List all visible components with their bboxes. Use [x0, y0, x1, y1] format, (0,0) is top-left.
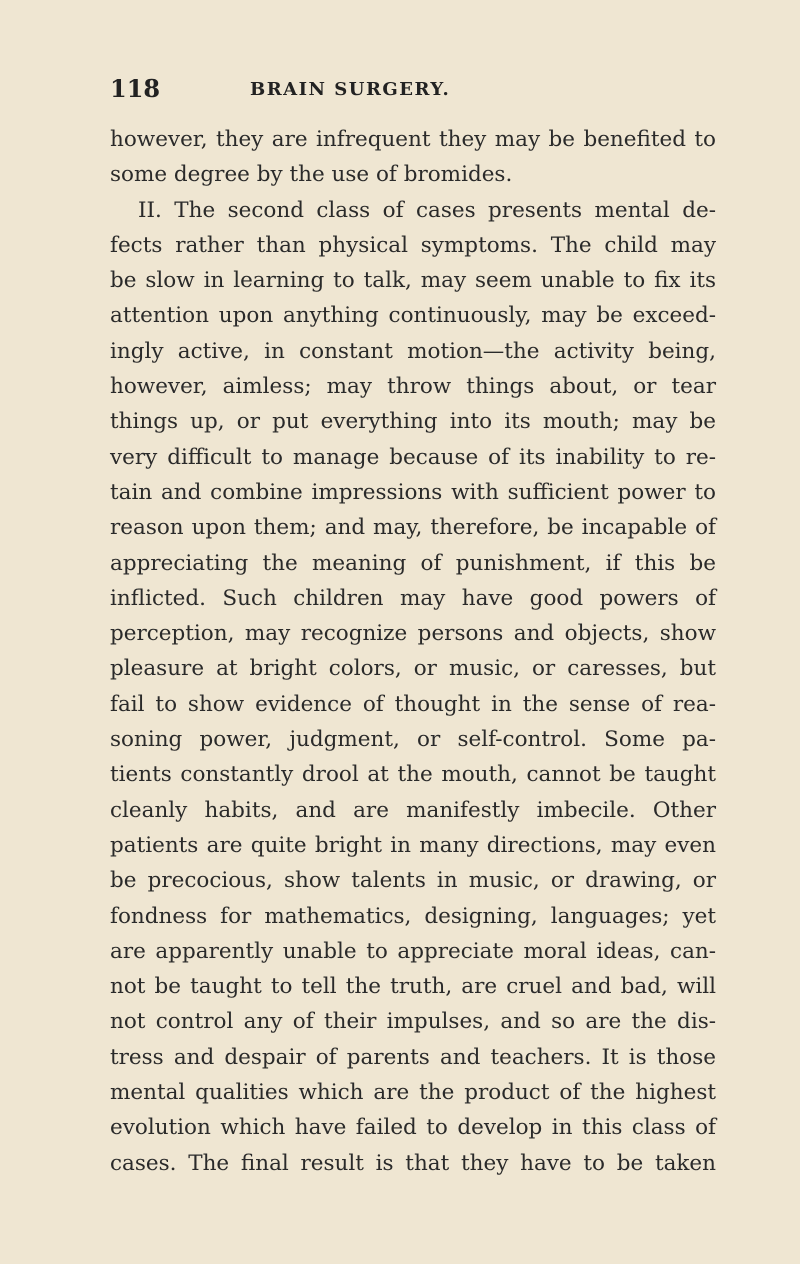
text-line: very difficult to manage because of its inability to re-: [110, 444, 716, 470]
text-line: tain and combine impressions with sufficient power to: [110, 479, 716, 505]
text-line: soning power, judgment, or self-control. Some pa-: [110, 727, 716, 753]
text-line: II. The second class of cases presents mental de-: [138, 197, 716, 223]
text-line: reason upon them; and may, therefore, be incapable of: [110, 515, 716, 541]
running-head: BRAIN SURGERY.: [250, 79, 451, 100]
text-line: some degree by the use of bromides.: [110, 162, 513, 188]
paragraph-2: [110, 193, 716, 1181]
text-line: tress and despair of parents and teachers. It is those: [110, 1044, 716, 1070]
text-line: evolution which have failed to develop in this class of: [110, 1115, 716, 1141]
text-line: attention upon anything continuously, may be exceed-: [110, 303, 716, 329]
text-line: appreciating the meaning of punishment, if this be: [110, 550, 716, 576]
text-line: not control any of their impulses, and so are the dis-: [110, 1009, 716, 1035]
text-line: inflicted. Such children may have good powers of: [110, 585, 716, 611]
text-line: however, they are infrequent they may be benefited to: [110, 127, 716, 152]
text-line: pleasure at bright colors, or music, or caresses, but: [110, 656, 716, 682]
text-line: not be taught to tell the truth, are cruel and bad, will: [110, 974, 716, 1000]
text-line: perception, may recognize persons and objects, show: [110, 621, 716, 647]
text-line: cleanly habits, and are manifestly imbecile. Other: [110, 797, 716, 823]
text-line: patients are quite bright in many directions, may even: [110, 832, 716, 858]
text-line: cases. The final result is that they have to be taken: [110, 1150, 716, 1176]
text-line: mental qualities which are the product of the highest: [110, 1080, 716, 1106]
text-line: things up, or put everything into its mouth; may be: [110, 409, 716, 435]
text-line: be slow in learning to talk, may seem unable to fix its: [110, 268, 716, 294]
page-header: [110, 74, 710, 110]
text-line: fondness for mathematics, designing, languages; yet: [110, 903, 716, 929]
text-line: however, aimless; may throw things about, or tear: [110, 374, 716, 400]
text-line: are apparently unable to appreciate moral ideas, can-: [110, 938, 716, 964]
page-number: 118: [110, 74, 161, 103]
body-text: [110, 122, 716, 1181]
paragraph-1: [110, 122, 716, 193]
text-line: tients constantly drool at the mouth, cannot be taught: [110, 762, 716, 788]
text-line: fail to show evidence of thought in the sense of rea-: [110, 691, 716, 717]
text-line: ingly active, in constant motion—the activity being,: [110, 338, 716, 364]
text-line: fects rather than physical symptoms. The child may: [110, 232, 716, 258]
text-line: be precocious, show talents in music, or drawing, or: [110, 868, 716, 894]
